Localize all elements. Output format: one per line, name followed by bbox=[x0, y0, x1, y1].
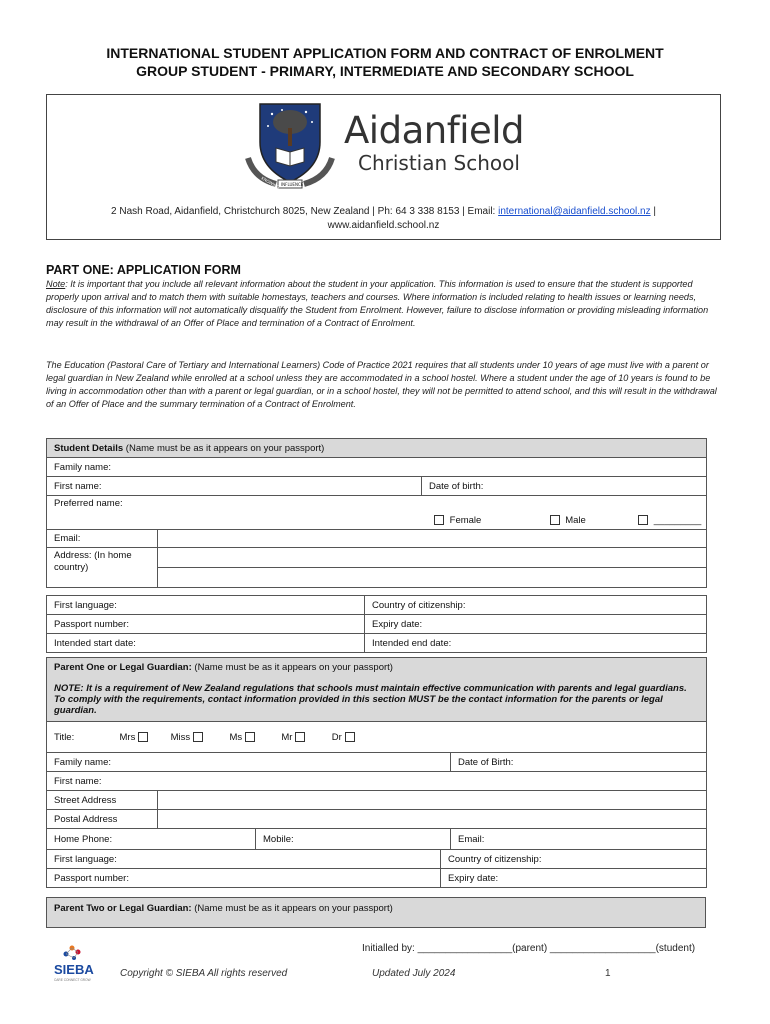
parent-one-expiry-field[interactable] bbox=[441, 869, 707, 888]
form-title-line1: INTERNATIONAL STUDENT APPLICATION FORM AND CONTRACT OF ENROLMENT bbox=[106, 45, 664, 61]
crest-motto-mid: INFLUENCE bbox=[281, 182, 304, 187]
mr-checkbox[interactable] bbox=[295, 732, 305, 742]
other-gender-blank: _________ bbox=[653, 515, 702, 526]
student-email-input[interactable] bbox=[158, 530, 707, 548]
crest-motto-left: KNOWING bbox=[260, 175, 281, 190]
parent-one-section-header bbox=[47, 658, 707, 722]
school-crest-icon bbox=[242, 98, 338, 194]
parent-one-home-phone-field[interactable] bbox=[47, 829, 256, 850]
parent-one-first-language-field[interactable] bbox=[47, 850, 441, 869]
parent-two-header-bold: Parent Two or Legal Guardian: bbox=[54, 903, 192, 914]
student-preferred-name-field[interactable] bbox=[47, 496, 707, 530]
school-subtitle: Christian School bbox=[358, 151, 520, 175]
student-first-name-field[interactable] bbox=[47, 477, 422, 496]
parent-one-header-bold: Parent One or Legal Guardian: bbox=[54, 662, 192, 673]
student-section-header bbox=[47, 439, 707, 458]
parent-family-name-label: Family name: bbox=[54, 756, 112, 768]
school-name: Aidanfield bbox=[344, 109, 525, 152]
school-website: www.aidanfield.school.nz bbox=[327, 220, 440, 231]
other-gender-checkbox[interactable] bbox=[638, 515, 648, 525]
postal-address-input[interactable] bbox=[158, 810, 707, 829]
code-paragraph: The Education (Pastoral Care of Tertiary and International Learners) Code of Practice 2021 requires that all students under 10 years of age must live with a parent or legal guardian in New Zealand while enrolled at a school unless they are accommodated in a school hostel. Where a student under the age of 10 years is found to be living in accommodation other than with a parent or legal guardian, or in a school hostel, they will not be permitted to attend school, and this will result in the withdrawal of an Offer of Place and the summary termination of a Contract of Enrolment. bbox=[46, 360, 717, 409]
parent-citizenship-label: Country of citizenship: bbox=[448, 853, 542, 865]
postal-address-label-cell bbox=[47, 810, 158, 829]
parent-first-name-label: First name: bbox=[54, 775, 102, 787]
mrs-checkbox[interactable] bbox=[138, 732, 148, 742]
student-details-table bbox=[46, 438, 707, 653]
home-phone-label: Home Phone: bbox=[54, 833, 113, 845]
miss-checkbox[interactable] bbox=[193, 732, 203, 742]
title-ms-label: Ms bbox=[229, 731, 243, 743]
part-one-heading: PART ONE: APPLICATION FORM bbox=[46, 263, 241, 277]
email-label: Email: bbox=[54, 533, 81, 544]
parent-two-table bbox=[46, 897, 706, 928]
male-checkbox[interactable] bbox=[550, 515, 560, 525]
street-address-input[interactable] bbox=[158, 791, 707, 810]
page-number: 1 bbox=[605, 968, 611, 979]
updated-date: Updated July 2024 bbox=[372, 968, 456, 979]
student-email-label-cell bbox=[47, 530, 158, 548]
school-address bbox=[46, 205, 721, 233]
female-label: Female bbox=[449, 515, 482, 526]
end-date-label: Intended end date: bbox=[372, 637, 452, 649]
parent-email-label: Email: bbox=[458, 833, 485, 845]
student-header-note: (Name must be as it appears on your passport) bbox=[123, 442, 325, 454]
student-first-language-field[interactable] bbox=[47, 596, 365, 615]
first-name-label: First name: bbox=[54, 480, 102, 492]
address-text: 2 Nash Road, Aidanfield, Christchurch 8025, New Zealand | Ph: 64 3 338 8153 | Email: bbox=[111, 206, 496, 217]
parent-one-family-name-field[interactable] bbox=[47, 753, 451, 772]
postal-address-label: Postal Address bbox=[54, 813, 118, 825]
student-header-bold: Student Details bbox=[54, 442, 124, 454]
parent-two-section-header bbox=[47, 898, 706, 928]
parent-dob-label: Date of Birth: bbox=[458, 756, 514, 768]
street-address-label-cell bbox=[47, 791, 158, 810]
student-end-date-field[interactable] bbox=[365, 634, 707, 653]
title-mrs-label: Mrs bbox=[119, 731, 136, 743]
student-family-name-field[interactable] bbox=[47, 458, 707, 477]
title-label: Title: bbox=[54, 731, 75, 743]
dr-checkbox[interactable] bbox=[345, 732, 355, 742]
student-address-label-cell bbox=[47, 548, 158, 588]
student-passport-field[interactable] bbox=[47, 615, 365, 634]
parent-passport-label: Passport number: bbox=[54, 872, 129, 884]
school-email-link[interactable]: international@aidanfield.school.nz bbox=[498, 206, 651, 217]
first-language-label: First language: bbox=[54, 599, 117, 611]
note-label: Note bbox=[46, 279, 66, 289]
note-paragraph bbox=[46, 278, 726, 330]
sieba-logo-text: SIEBA bbox=[54, 962, 94, 977]
expiry-label: Expiry date: bbox=[372, 618, 423, 630]
student-address-line2[interactable] bbox=[158, 568, 707, 588]
parent-one-title-row bbox=[47, 722, 707, 753]
parent-expiry-label: Expiry date: bbox=[448, 872, 499, 884]
note-text: : It is important that you include all relevant information about the student in your application. This information is used to ensure that the student is supported properly upon arrival and to match them with suitable homestays, teachers and courses. Where information is included relating to health issues or learning needs, disclosure of this information will not automatically disqualify the Student from Enrolment. However, failure to disclose information or providing misleading information may result in the withdrawal of an Offer of Place and termination of a Contract of Enrolment. bbox=[46, 279, 709, 328]
parent-one-mobile-field[interactable] bbox=[256, 829, 451, 850]
student-address-line1[interactable] bbox=[158, 548, 707, 568]
form-title-line2: GROUP STUDENT - PRIMARY, INTERMEDIATE AND SECONDARY SCHOOL bbox=[136, 63, 634, 79]
parent-two-header-note: (Name must be as it appears on your passport) bbox=[191, 903, 393, 914]
parent-one-first-name-field[interactable] bbox=[47, 772, 707, 791]
start-date-label: Intended start date: bbox=[54, 637, 136, 649]
family-name-label: Family name: bbox=[54, 461, 112, 473]
address-label: Address: (In home country) bbox=[54, 550, 132, 573]
preferred-name-label: Preferred name: bbox=[54, 498, 123, 509]
passport-label: Passport number: bbox=[54, 618, 129, 630]
dob-label: Date of birth: bbox=[429, 480, 484, 492]
parent-one-header-note: (Name must be as it appears on your passport) bbox=[191, 662, 393, 673]
female-checkbox[interactable] bbox=[434, 515, 444, 525]
initialled-by-line: Initialled by: _________________(parent) ___________________(student) bbox=[362, 943, 696, 954]
address-separator: | bbox=[653, 206, 656, 217]
parent-one-citizenship-field[interactable] bbox=[441, 850, 707, 869]
parent-one-email-field[interactable] bbox=[451, 829, 707, 850]
parent-first-language-label: First language: bbox=[54, 853, 117, 865]
street-address-label: Street Address bbox=[54, 794, 117, 806]
citizenship-label: Country of citizenship: bbox=[372, 599, 466, 611]
copyright-text: Copyright © SIEBA All rights reserved bbox=[120, 968, 288, 979]
student-start-date-field[interactable] bbox=[47, 634, 365, 653]
male-label: Male bbox=[565, 515, 586, 526]
gender-options bbox=[431, 515, 701, 526]
student-expiry-field[interactable] bbox=[365, 615, 707, 634]
title-mr-label: Mr bbox=[281, 731, 293, 743]
title-dr-label: Dr bbox=[331, 731, 342, 743]
parent-one-note: NOTE: It is a requirement of New Zealand regulations that schools must maintain effective communication with parents and legal guardians. To comply with the requirements, contact information provided in this section MUST be the contact information for the parents or legal guardian. bbox=[54, 683, 687, 716]
student-dob-field[interactable] bbox=[422, 477, 707, 496]
sieba-logo-icon bbox=[52, 944, 112, 984]
sieba-tagline: CARE CONNECT GROW bbox=[54, 978, 91, 982]
parent-one-dob-field[interactable] bbox=[451, 753, 707, 772]
title-miss-label: Miss bbox=[170, 731, 191, 743]
mobile-label: Mobile: bbox=[263, 833, 294, 845]
ms-checkbox[interactable] bbox=[245, 732, 255, 742]
parent-one-passport-field[interactable] bbox=[47, 869, 441, 888]
parent-one-table bbox=[46, 657, 707, 888]
student-citizenship-field[interactable] bbox=[365, 596, 707, 615]
